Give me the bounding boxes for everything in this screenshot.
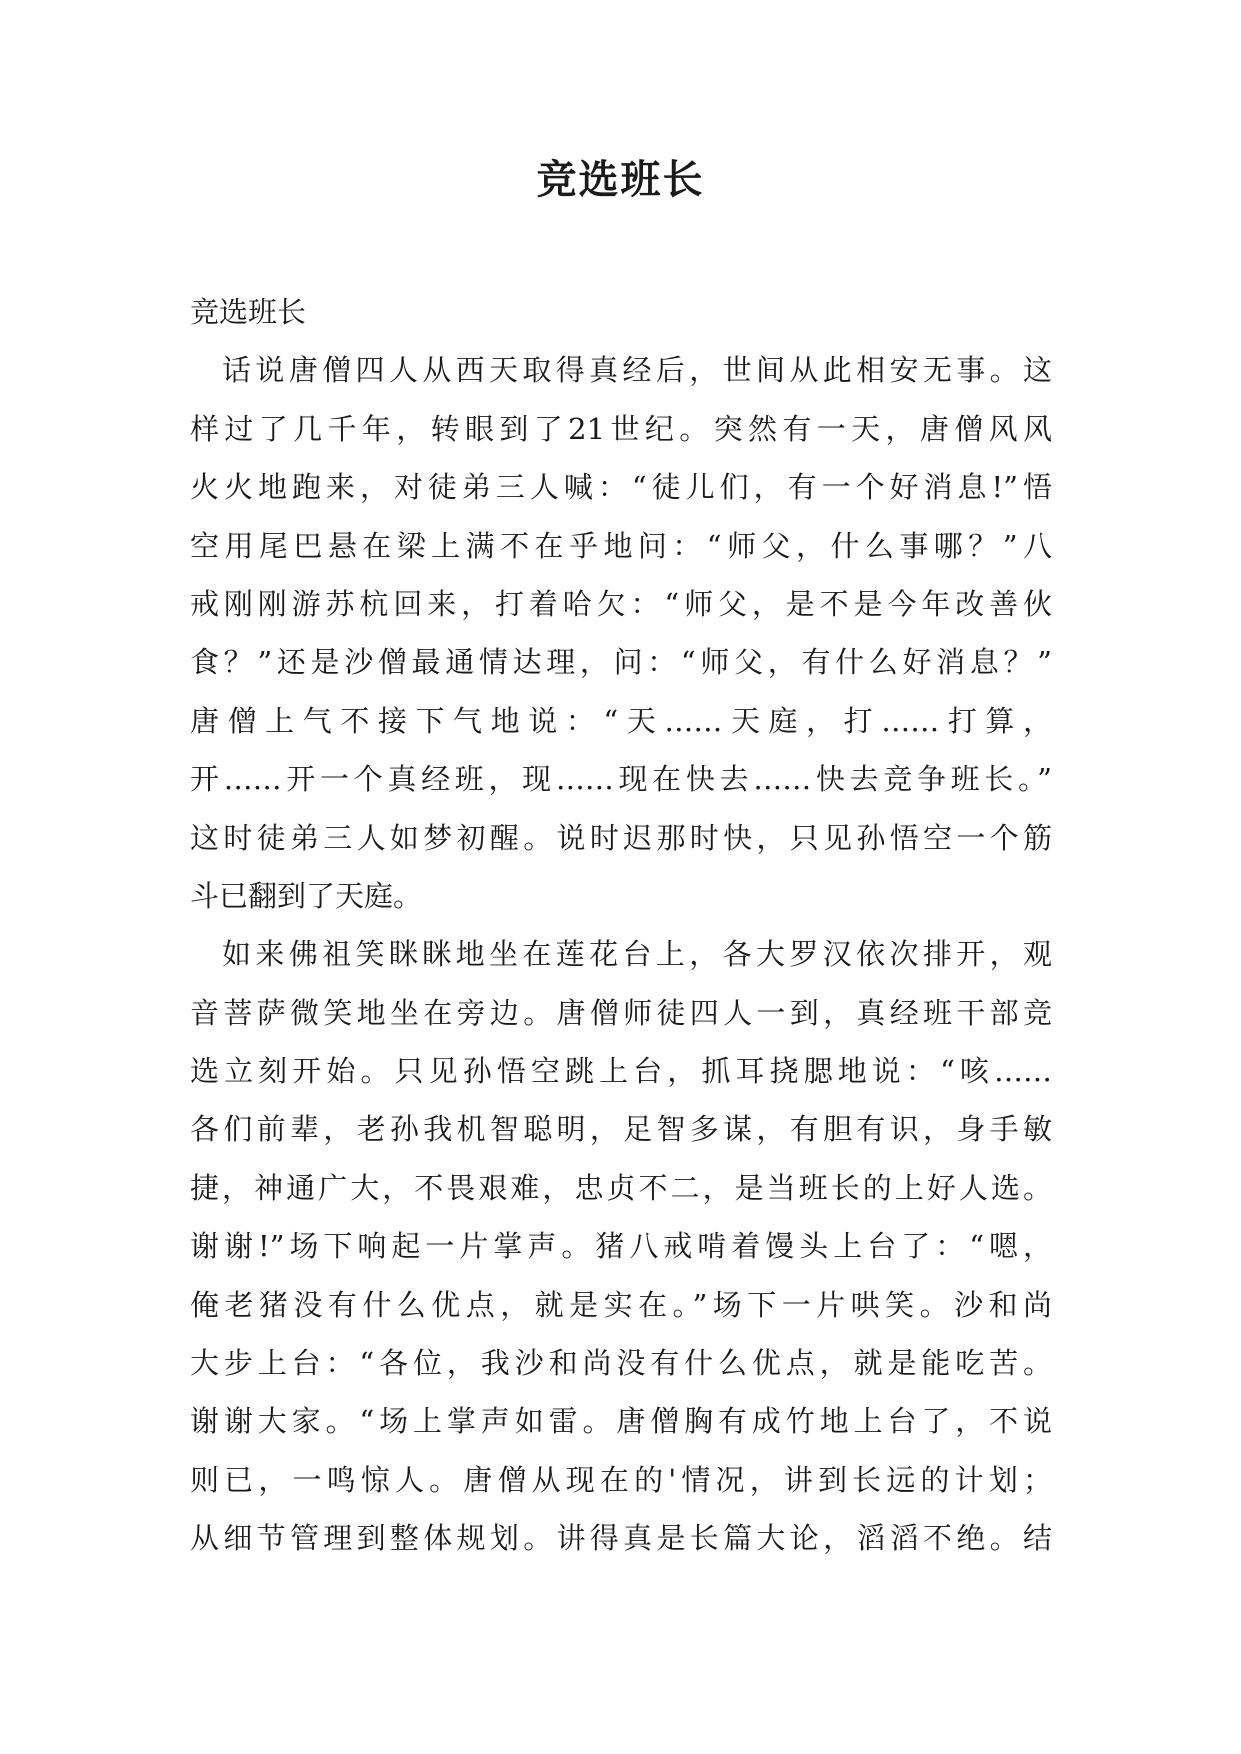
text-line: 谢谢!”场下响起一片掌声。猪八戒啃着馒头上台了：“嗯，: [190, 1229, 1052, 1264]
text-line: 样过了几千年，转眼到了21世纪。突然有一天，唐僧风风: [190, 411, 1052, 446]
document-body: [190, 283, 1052, 1568]
document-title: 竞选班长: [536, 156, 705, 203]
text-line: 如来佛祖笑眯眯地坐在莲花台上，各大罗汉依次排开，观: [222, 937, 1052, 972]
text-line: 戒刚刚游苏杭回来，打着哈欠：“师父，是不是今年改善伙: [190, 586, 1052, 621]
text-line: 大步上台：“各位，我沙和尚没有什么优点，就是能吃苦。: [190, 1346, 1052, 1381]
text-line: 话说唐僧四人从西天取得真经后，世间从此相安无事。这: [222, 353, 1052, 388]
text-line: 各们前辈，老孙我机智聪明，足智多谋，有胆有识，身手敏: [190, 1112, 1052, 1147]
text-line: 从细节管理到整体规划。讲得真是长篇大论，滔滔不绝。结: [190, 1521, 1052, 1556]
text-line: 唐僧上气不接下气地说：“天……天庭，打……打算，: [190, 703, 1052, 738]
text-line: 开……开一个真经班，现……现在快去……快去竞争班长。”: [190, 762, 1052, 797]
text-line: 音菩萨微笑地坐在旁边。唐僧师徒四人一到，真经班干部竞: [190, 995, 1052, 1030]
paragraph-1: [190, 341, 1052, 925]
text-line: 空用尾巴悬在梁上满不在乎地问：“师父，什么事哪？”八: [190, 528, 1052, 563]
text-line: 俺老猪没有什么优点，就是实在。”场下一片哄笑。沙和尚: [190, 1287, 1052, 1322]
text-line: 谢谢大家。“场上掌声如雷。唐僧胸有成竹地上台了，不说: [190, 1404, 1052, 1439]
subtitle-line: 竞选班长: [190, 295, 307, 329]
text-line: 选立刻开始。只见孙悟空跳上台，抓耳挠腮地说：“咳……: [190, 1054, 1052, 1089]
text-line: 则已，一鸣惊人。唐僧从现在的'情况，讲到长远的计划；: [190, 1462, 1052, 1497]
paragraph-2: [190, 925, 1052, 1567]
text-line: 这时徒弟三人如梦初醒。说时迟那时快，只见孙悟空一个筋: [190, 820, 1052, 855]
text-line: 火火地跑来，对徒弟三人喊：“徒儿们，有一个好消息!”悟: [190, 470, 1052, 505]
text-line: 斗已翻到了天庭。: [190, 878, 423, 913]
text-line: 捷，神通广大，不畏艰难，忠贞不二，是当班长的上好人选。: [190, 1170, 1052, 1205]
text-line: 食？”还是沙僧最通情达理，问：“师父，有什么好消息？”: [190, 645, 1052, 680]
